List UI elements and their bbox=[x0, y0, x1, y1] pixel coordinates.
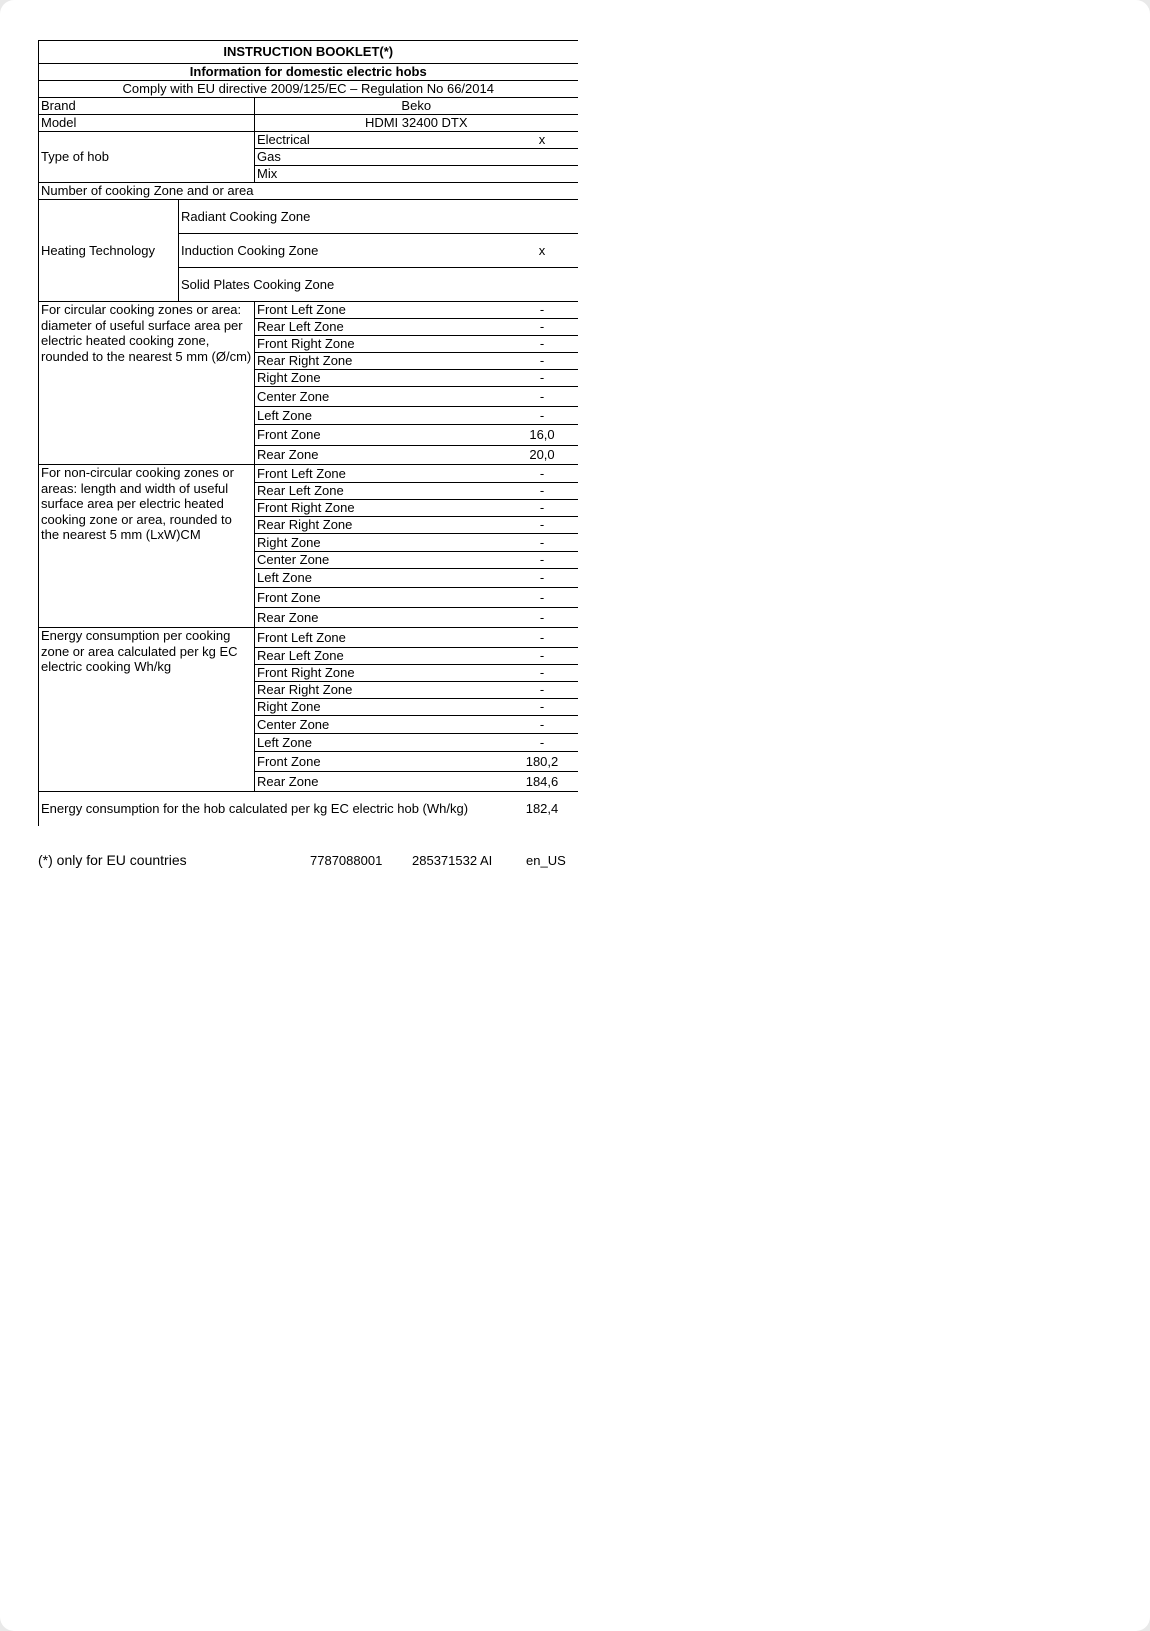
model-label: Model bbox=[39, 115, 255, 132]
directive-text: Comply with EU directive 2009/125/EC – Regulation No 66/2014 bbox=[39, 81, 578, 98]
zone-value: - bbox=[507, 465, 578, 483]
energy-zones-label: Energy consumption per cooking zone or area calculated per kg EC electric cooking Wh/kg bbox=[39, 628, 255, 792]
zone-count-label: Number of cooking Zone and or area bbox=[39, 183, 578, 200]
zone-name: Rear Left Zone bbox=[255, 483, 507, 500]
zone-name: Rear Right Zone bbox=[255, 353, 507, 370]
zone-name: Front Left Zone bbox=[255, 465, 507, 483]
zone-value: - bbox=[507, 665, 578, 682]
zone-value: - bbox=[507, 483, 578, 500]
zone-value: - bbox=[507, 628, 578, 648]
brand-value: Beko bbox=[255, 98, 578, 115]
zone-value: - bbox=[507, 336, 578, 353]
zone-name: Rear Zone bbox=[255, 608, 507, 628]
zone-name: Front Left Zone bbox=[255, 302, 507, 319]
hob-type-mark bbox=[507, 149, 578, 166]
zone-name: Right Zone bbox=[255, 699, 507, 716]
zone-name: Center Zone bbox=[255, 552, 507, 569]
zone-name: Left Zone bbox=[255, 734, 507, 752]
zone-value: - bbox=[507, 517, 578, 534]
zone-value: 20,0 bbox=[507, 446, 578, 465]
zone-value: - bbox=[507, 716, 578, 734]
heating-option: Solid Plates Cooking Zone bbox=[179, 268, 507, 302]
zone-value: 180,2 bbox=[507, 752, 578, 772]
hob-type-label: Type of hob bbox=[39, 132, 255, 183]
zone-name: Right Zone bbox=[255, 534, 507, 552]
zone-value: - bbox=[507, 569, 578, 588]
zone-value: - bbox=[507, 588, 578, 608]
model-value: HDMI 32400 DTX bbox=[255, 115, 578, 132]
zone-name: Center Zone bbox=[255, 716, 507, 734]
zone-name: Rear Left Zone bbox=[255, 319, 507, 336]
zone-value: - bbox=[507, 552, 578, 569]
hob-type-mark bbox=[507, 166, 578, 183]
instruction-booklet-table bbox=[38, 40, 577, 826]
booklet-title: INSTRUCTION BOOKLET(*) bbox=[39, 41, 578, 64]
zone-value: - bbox=[507, 319, 578, 336]
zone-name: Rear Zone bbox=[255, 772, 507, 792]
zone-name: Right Zone bbox=[255, 370, 507, 387]
noncircular-zones-label: For non-circular cooking zones or areas: length and width of useful surface area per electric heated cooking zone or area, rounded to the nearest 5 mm (LxW)CM bbox=[39, 465, 255, 628]
zone-name: Front Left Zone bbox=[255, 628, 507, 648]
zone-value: - bbox=[507, 682, 578, 699]
hob-energy-value: 182,4 bbox=[507, 792, 578, 826]
zone-value: - bbox=[507, 407, 578, 425]
heating-mark: x bbox=[507, 234, 578, 268]
zone-name: Front Right Zone bbox=[255, 336, 507, 353]
zone-value: - bbox=[507, 500, 578, 517]
zone-value: - bbox=[507, 648, 578, 665]
hob-energy-label: Energy consumption for the hob calculated per kg EC electric hob (Wh/kg) bbox=[39, 792, 507, 826]
zone-name: Rear Right Zone bbox=[255, 517, 507, 534]
zone-value: - bbox=[507, 370, 578, 387]
brand-label: Brand bbox=[39, 98, 255, 115]
zone-value: - bbox=[507, 353, 578, 370]
zone-value: 16,0 bbox=[507, 425, 578, 446]
zone-name: Rear Zone bbox=[255, 446, 507, 465]
zone-value: - bbox=[507, 699, 578, 716]
heating-technology-label: Heating Technology bbox=[39, 200, 179, 302]
zone-name: Front Right Zone bbox=[255, 500, 507, 517]
zone-name: Front Right Zone bbox=[255, 665, 507, 682]
heating-option: Induction Cooking Zone bbox=[179, 234, 507, 268]
heating-option: Radiant Cooking Zone bbox=[179, 200, 507, 234]
part-number: 285371532 AI bbox=[412, 853, 493, 868]
zone-name: Front Zone bbox=[255, 588, 507, 608]
zone-value: - bbox=[507, 302, 578, 319]
locale-code: en_US bbox=[526, 853, 566, 868]
booklet-subtitle: Information for domestic electric hobs bbox=[39, 64, 578, 81]
hob-type-option: Mix bbox=[255, 166, 507, 183]
eu-only-note: (*) only for EU countries bbox=[38, 852, 187, 868]
document-code: 7787088001 bbox=[310, 853, 383, 868]
hob-type-mark: x bbox=[507, 132, 578, 149]
zone-value: 184,6 bbox=[507, 772, 578, 792]
zone-name: Left Zone bbox=[255, 407, 507, 425]
document-footer bbox=[38, 852, 577, 870]
zone-value: - bbox=[507, 387, 578, 407]
hob-type-option: Electrical bbox=[255, 132, 507, 149]
zone-name: Rear Right Zone bbox=[255, 682, 507, 699]
zone-name: Front Zone bbox=[255, 425, 507, 446]
circular-zones-label: For circular cooking zones or area: diameter of useful surface area per electric heated cooking zone, rounded to the nearest 5 mm (Ø/cm) bbox=[39, 302, 255, 465]
spec-table bbox=[38, 40, 578, 826]
zone-name: Front Zone bbox=[255, 752, 507, 772]
heating-mark bbox=[507, 268, 578, 302]
heating-mark bbox=[507, 200, 578, 234]
hob-type-option: Gas bbox=[255, 149, 507, 166]
zone-name: Center Zone bbox=[255, 387, 507, 407]
zone-value: - bbox=[507, 608, 578, 628]
zone-value: - bbox=[507, 534, 578, 552]
zone-name: Rear Left Zone bbox=[255, 648, 507, 665]
zone-value: - bbox=[507, 734, 578, 752]
zone-name: Left Zone bbox=[255, 569, 507, 588]
